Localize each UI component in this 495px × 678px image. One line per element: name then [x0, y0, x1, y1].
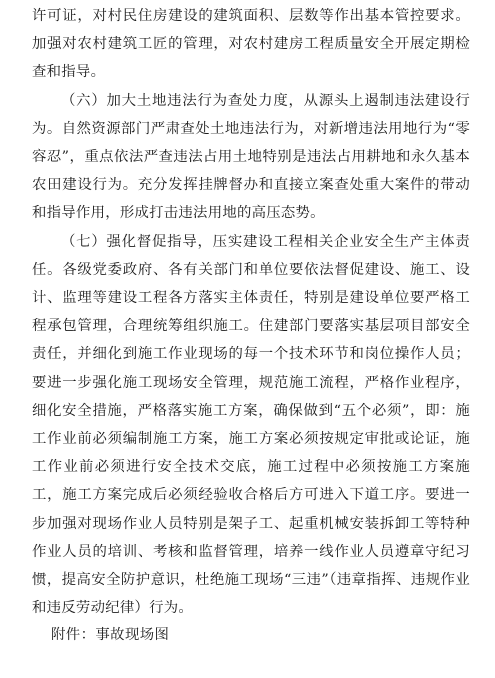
section-6-text: 自然资源部门严肃查处土地违法行为，对新增违法用地行为“零容忍”，重点依法严查违法占用土地特别是违法占用耕地和永久基本农田建设行为。充分发挥挂牌督办和直接立案查处重大案件的带动和指导作用，形成打击违法用地的高压态势。	[32, 120, 470, 222]
paragraph-section-6	[32, 87, 470, 228]
document-body	[32, 2, 470, 622]
paragraph-continuation	[32, 2, 470, 87]
section-7-text: 各级党委政府、各有关部门和单位要依法督促建设、施工、设计、监理等建设工程各方落实主体责任，特别是建设单位要严格工程承包管理，合理统筹组织施工。住建部门要落实基层项目部安全责任，并细化到施工作业现场的每一个技术环节和岗位操作人员；要进一步强化施工现场安全管理，规范施工流程，严格作业程序，细化安全措施，严格落实施工方案，确保做到“五个必须”，即：施工作业前必须编制施工方案，施工方案必须按规定审批或论证，施工作业前必须进行安全技术交底，施工过程中必须按施工方案施工，施工方案完成后必须经验收合格后方可进入下道工序。要进一步加强对现场作业人员特别是架子工、起重机械安装拆卸工等特种作业人员的培训、考核和监督管理，培养一线作业人员遵章守纪习惯，提高安全防护意识，杜绝施工现场“三违”（违章指挥、违规作业和违反劳动纪律）行为。	[32, 261, 470, 617]
attachment-line: 附件：事故现场图	[51, 627, 170, 643]
section-6-heading: （六）加大土地违法行为查处力度，从源头上遏制违法建设行为。	[32, 92, 470, 137]
section-7-heading: （七）强化督促指导，压实建设工程相关企业安全生产主体责任。	[32, 233, 470, 278]
paragraph-section-7	[32, 228, 470, 623]
paragraph-text: 许可证，对村民住房建设的建筑面积、层数等作出基本管控要求。加强对农村建筑工匠的管理，对农村建房工程质量安全开展定期检查和指导。	[32, 8, 470, 81]
